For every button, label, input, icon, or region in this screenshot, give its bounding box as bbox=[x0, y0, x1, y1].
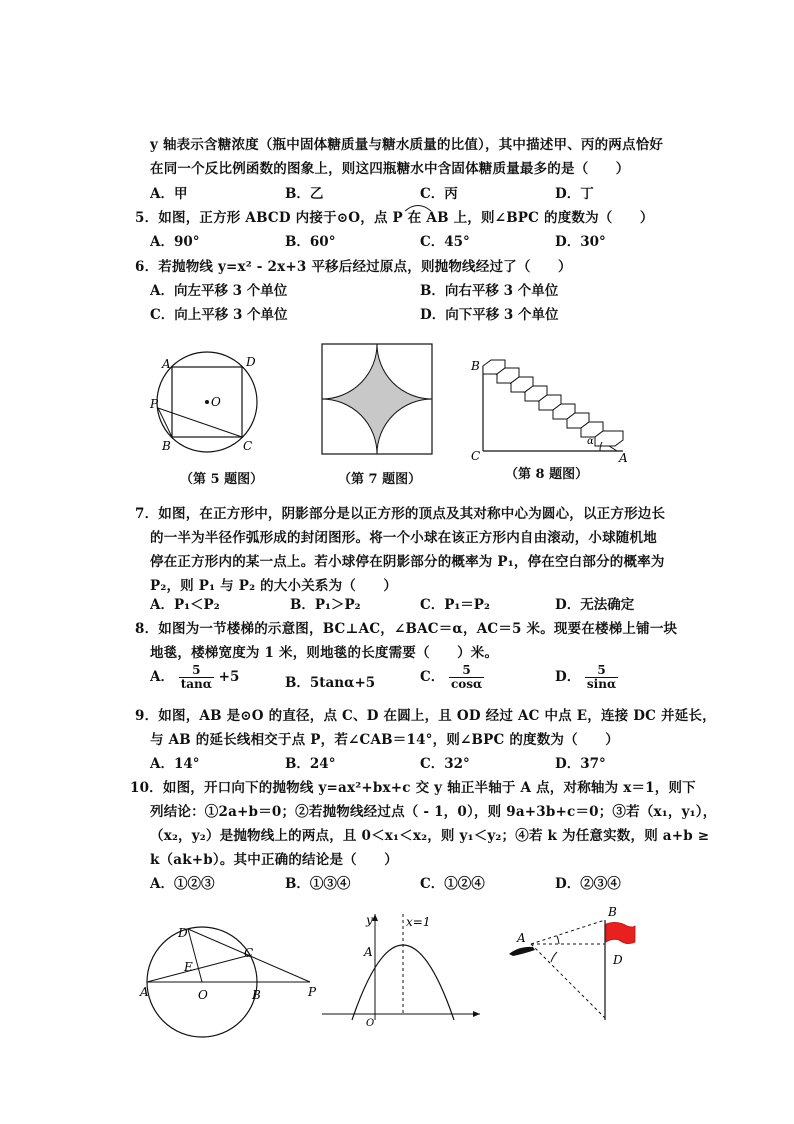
fig8-caption: （第 8 题图） bbox=[505, 467, 589, 482]
q9-option-a: A．14° bbox=[150, 756, 200, 772]
fig10-label-y: y bbox=[366, 913, 373, 927]
fig10-label-o: O bbox=[366, 1018, 375, 1029]
q10-option-a: A．①②③ bbox=[150, 876, 215, 892]
q8-option-a: A． $\frac{5}{\tan\alpha}$ +5 bbox=[150, 663, 240, 691]
fig9-label-o: O bbox=[198, 988, 208, 1002]
q7-option-d: D．无法确定 bbox=[555, 597, 635, 613]
fig10-label-a: A bbox=[364, 945, 373, 959]
fig11-label-a: A bbox=[517, 931, 526, 945]
q6-option-d: D．向下平移 3 个单位 bbox=[420, 307, 559, 323]
fig9-label-c: C bbox=[244, 946, 254, 960]
fig5-label-a: A bbox=[162, 357, 171, 371]
q10-option-b: B．①③④ bbox=[285, 876, 351, 892]
fig8-label-alpha: α bbox=[587, 436, 594, 447]
q9-line2: 与 AB 的延长线相交于点 P，若∠CAB＝14°，则∠BPC 的度数为（ ） bbox=[150, 732, 619, 748]
q10-line4: k（ak+b）。其中正确的结论是（ ） bbox=[150, 852, 398, 868]
q8-option-c-fraction: $\frac{5}{\cos\alpha}$ bbox=[450, 663, 483, 691]
q7-line1: 7．如图，在正方形中，阴影部分是以正方形的顶点及其对称中心为圆心，以正方形边长 bbox=[135, 506, 666, 522]
fig9-label-d: D bbox=[178, 926, 188, 940]
q10-line3: （x₂，y₂）是抛物线上的两点，且 0＜x₁＜x₂，则 y₁＜y₂；④若 k 为任意实数，则 a+b ≥ bbox=[150, 828, 710, 844]
q9-option-d: D．37° bbox=[555, 756, 606, 772]
figure-8 bbox=[465, 338, 635, 468]
q5-option-d: D．30° bbox=[555, 234, 606, 250]
figure-5 bbox=[150, 340, 280, 465]
fig10-label-x1: x=1 bbox=[406, 915, 431, 929]
q9-option-c: C．32° bbox=[420, 756, 470, 772]
q7-line2: 的一半为半径作弧形成的封闭图形。将一个小球在该正方形内自由滚动，小球随机地 bbox=[150, 530, 657, 546]
q7-option-b: B．P₁＞P₂ bbox=[290, 597, 361, 613]
q4-option-a: A．甲 bbox=[150, 186, 188, 202]
q4-line1: y 轴表示含糖浓度（瓶中固体糖质量与糖水质量的比值），其中描述甲、丙的两点恰好 bbox=[150, 137, 664, 153]
flag-icon bbox=[606, 922, 635, 943]
fig5-label-o: O bbox=[211, 395, 221, 409]
fig5-label-b: B bbox=[162, 439, 171, 453]
fig5-label-c: C bbox=[243, 439, 253, 453]
q7-line4: P₂，则 P₁ 与 P₂ 的大小关系为（ ） bbox=[150, 578, 398, 594]
q5-text: 5．如图，正方形 ABCD 内接于⊙O，点 P 在 AB 上，则∠BPC 的度数为（ ） bbox=[135, 210, 654, 226]
q8-option-a-fraction: $\frac{5}{\tan\alpha}$ bbox=[180, 663, 212, 691]
fig5-label-d: D bbox=[246, 355, 256, 369]
fig8-label-c: C bbox=[471, 449, 481, 463]
q8-line1: 8．如图为一节楼梯的示意图，BC⊥AC，∠BAC＝α，AC＝5 米。现要在楼梯上铺一块 bbox=[135, 621, 678, 637]
fig7-caption: （第 7 题图） bbox=[338, 472, 422, 487]
q8-option-d: D． $\frac{5}{\sin\alpha}$ bbox=[555, 663, 617, 691]
fig8-label-a: A bbox=[619, 451, 628, 465]
q4-option-d: D．丁 bbox=[555, 186, 594, 202]
q7-line3: 停在正方形内的某一点上。若小球停在阴影部分的概率为 P₁，停在空白部分的概率为 bbox=[150, 554, 665, 570]
fig5-label-p: P bbox=[150, 397, 159, 411]
figure-7 bbox=[320, 342, 435, 457]
fig9-label-b: B bbox=[252, 988, 261, 1002]
figure-9 bbox=[140, 915, 325, 1020]
q6-option-a: A．向左平移 3 个单位 bbox=[150, 283, 288, 299]
arc-mark-icon bbox=[403, 202, 433, 212]
q10-option-d: D．②③④ bbox=[555, 876, 621, 892]
fig8-label-b: B bbox=[471, 359, 480, 373]
q5-option-b: B．60° bbox=[285, 234, 336, 250]
q4-line2: 在同一个反比例函数的图象上，则这四瓶糖水中含固体糖质量最多的是（ ） bbox=[150, 161, 630, 177]
fig11-label-d: D bbox=[613, 953, 623, 967]
fig9-label-p: P bbox=[308, 985, 317, 999]
q8-option-c: C． $\frac{5}{\cos\alpha}$ bbox=[420, 663, 483, 691]
q10-line2: 列结论：①2a+b＝0；②若抛物线经过点（ - 1，0），则 9a+3b+c＝0；③若（x₁，y₁）， bbox=[150, 804, 717, 820]
observer-icon bbox=[509, 947, 535, 956]
q6-option-c: C．向上平移 3 个单位 bbox=[150, 307, 288, 323]
fig9-label-e: E bbox=[184, 960, 193, 974]
q10-option-c: C．①②④ bbox=[420, 876, 485, 892]
fig9-label-a: A bbox=[140, 985, 149, 999]
q8-option-d-fraction: $\frac{5}{\sin\alpha}$ bbox=[586, 663, 617, 691]
figure-10 bbox=[318, 910, 483, 1029]
q5-option-a: A．90° bbox=[150, 234, 200, 250]
q5-option-c: C．45° bbox=[420, 234, 470, 250]
figure-11 bbox=[505, 900, 655, 1022]
q4-option-b: B．乙 bbox=[285, 186, 324, 202]
q10-line1: 10．如图，开口向下的抛物线 y=ax²+bx+c 交 y 轴正半轴于 A 点，对称轴为 x＝1，则下 bbox=[130, 780, 696, 796]
q7-option-c: C．P₁＝P₂ bbox=[420, 597, 490, 613]
q6-text: 6．若抛物线 y=x² - 2x+3 平移后经过原点，则抛物线经过了（ ） bbox=[135, 259, 572, 275]
q8-line2: 地毯，楼梯宽度为 1 米，则地毯的长度需要（ ）米。 bbox=[150, 645, 499, 661]
q9-line1: 9．如图，AB 是⊙O 的直径，点 C、D 在圆上，且 OD 经过 AC 中点 E，连接 DC 并延长， bbox=[135, 708, 716, 724]
q6-option-b: B．向右平移 3 个单位 bbox=[420, 283, 559, 299]
fig5-caption: （第 5 题图） bbox=[180, 472, 264, 487]
q9-option-b: B．24° bbox=[285, 756, 336, 772]
q8-option-b: B．5tanα+5 bbox=[285, 675, 376, 691]
q4-option-c: C．丙 bbox=[420, 186, 458, 202]
fig11-label-b: B bbox=[608, 905, 617, 919]
q7-option-a: A．P₁＜P₂ bbox=[150, 597, 220, 613]
